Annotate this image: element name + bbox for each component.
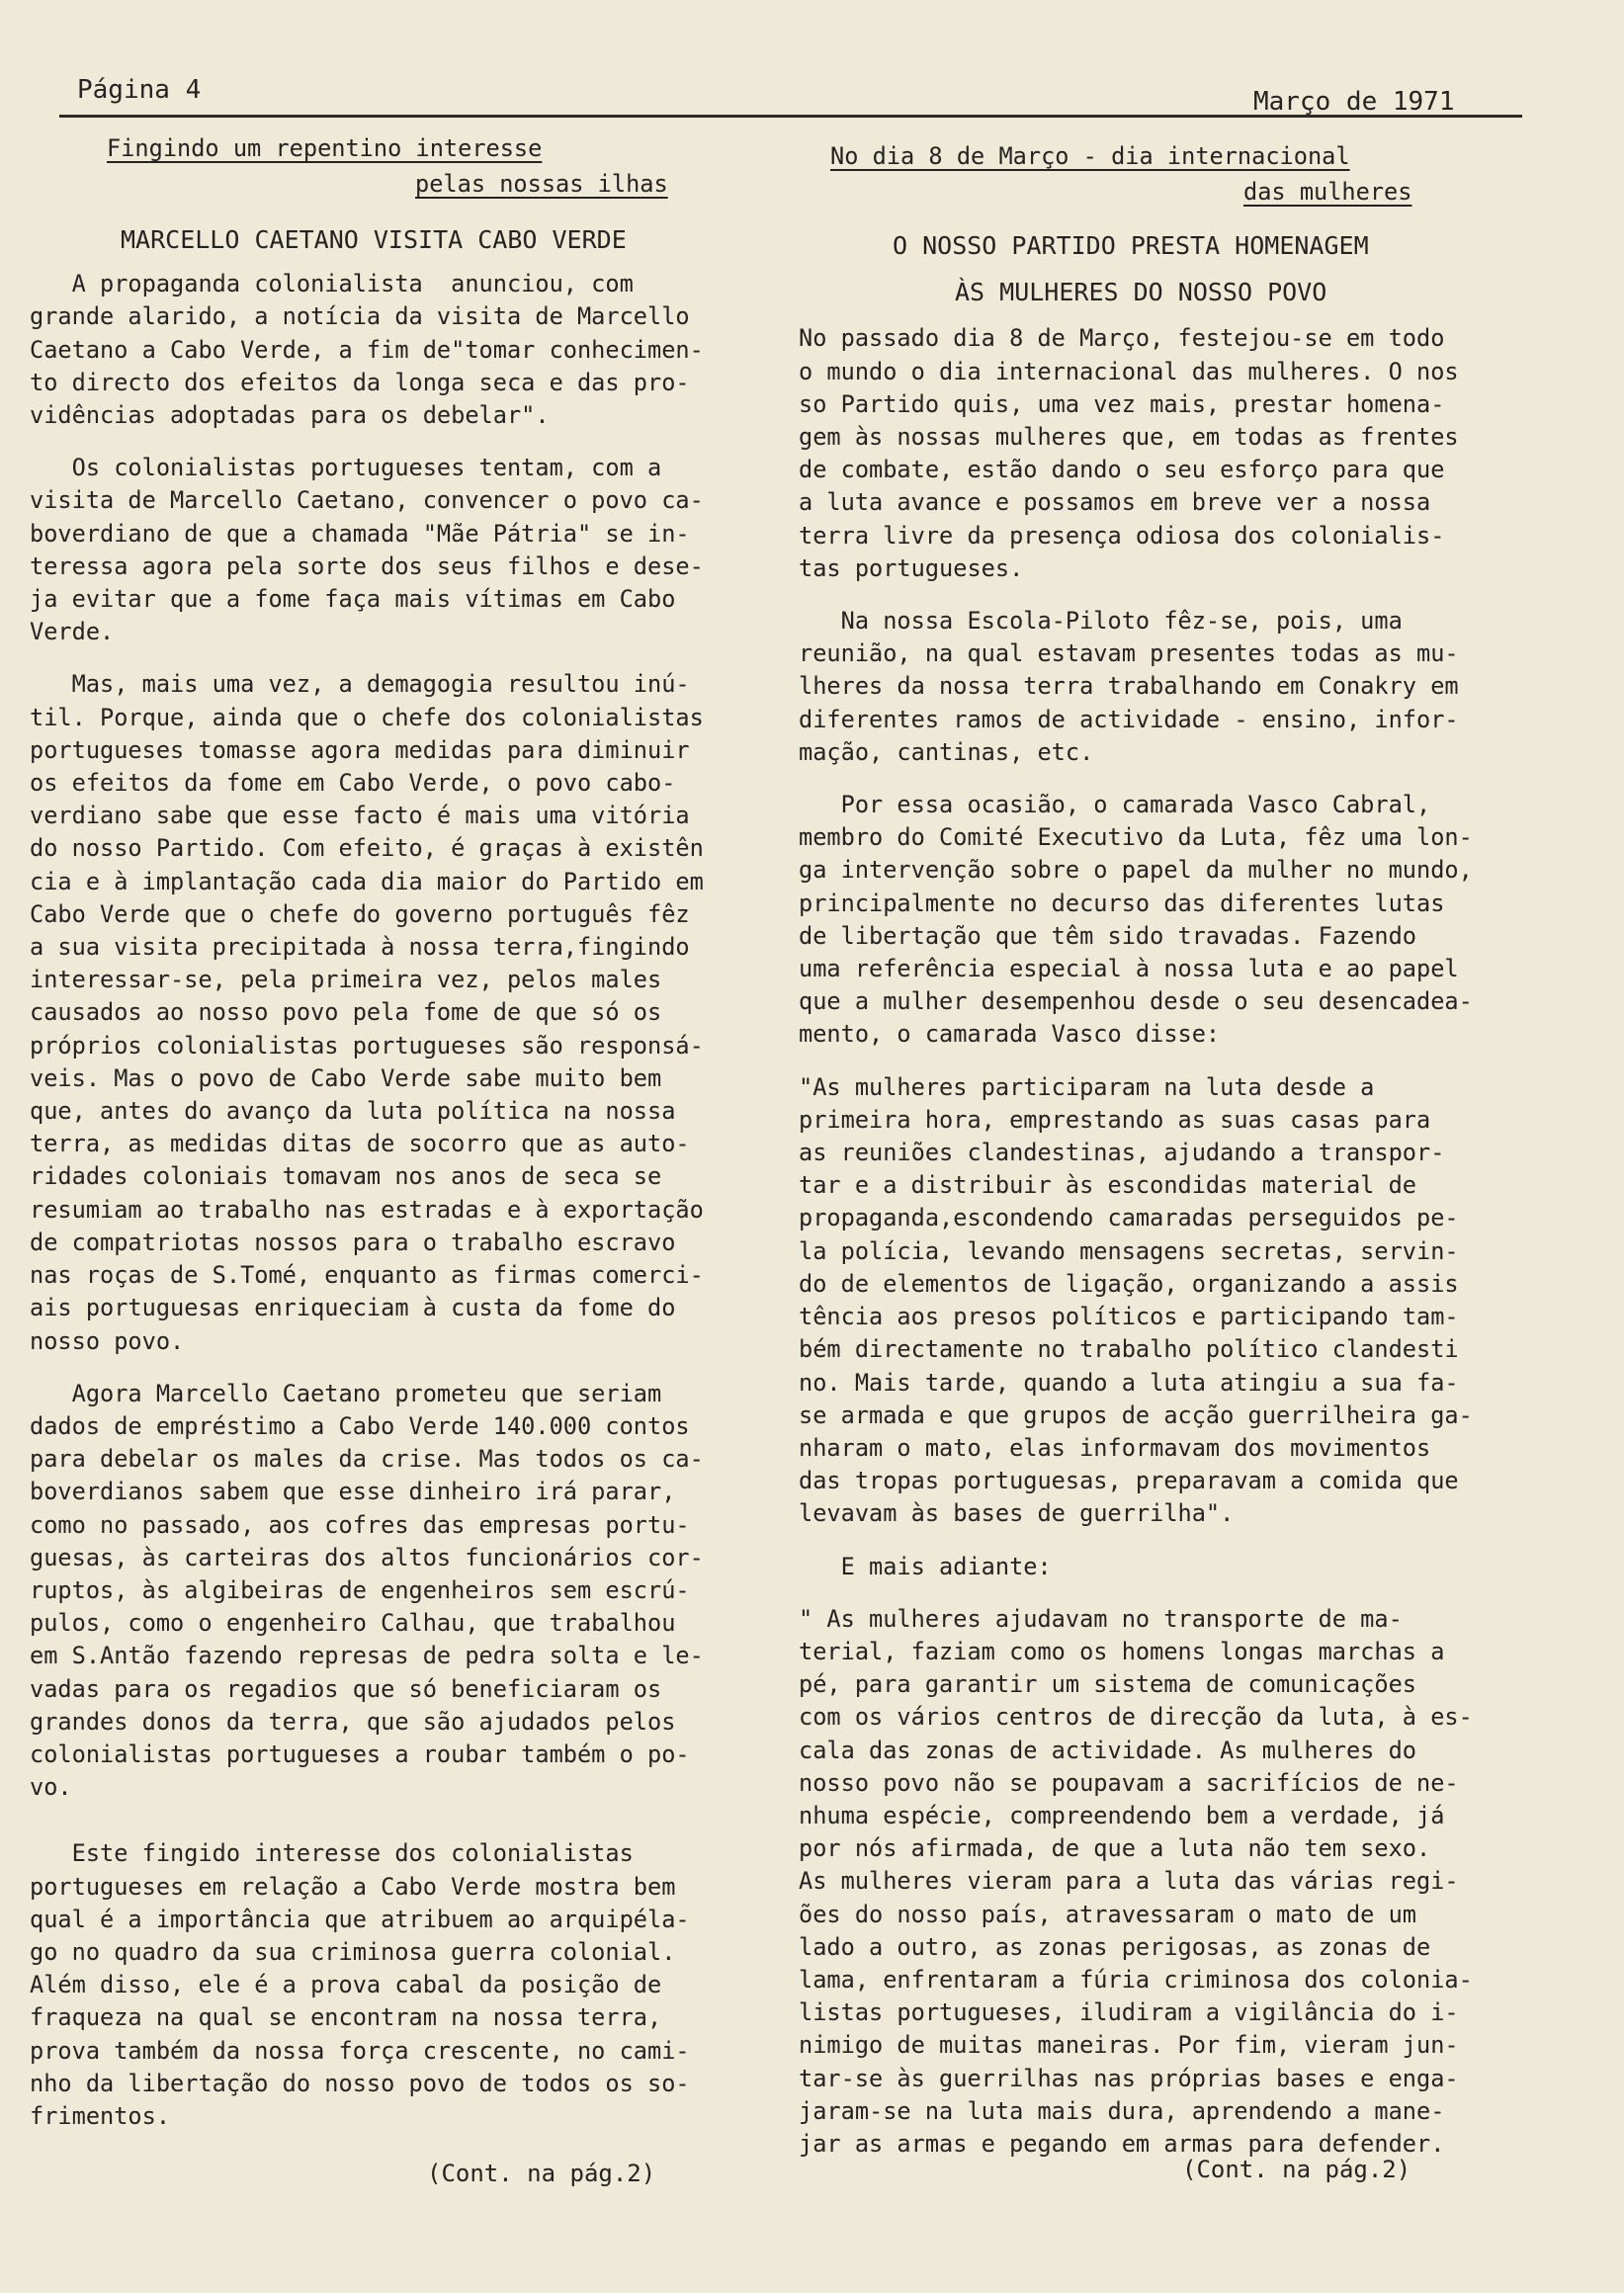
text-line: os efeitos da fome em Cabo Verde, o povo cabo- xyxy=(30,769,676,798)
text-line: dados de empréstimo a Cabo Verde 140.000 contos xyxy=(30,1411,690,1440)
article-paragraph xyxy=(799,605,1535,769)
text-line: bém directamente no trabalho político clandesti xyxy=(799,1335,1459,1364)
text-line: Cabo Verde que o chefe do governo português fêz xyxy=(30,899,690,928)
text-line: nhuma espécie, compreendendo bem a verdade, já xyxy=(799,1801,1445,1829)
text-line: lado a outro, as zonas perigosas, as zonas de xyxy=(799,1932,1431,1961)
text-line: Por essa ocasião, o camarada Vasco Cabral, xyxy=(799,791,1431,819)
text-line: lama, enfrentaram a fúria criminosa dos colonia- xyxy=(799,1965,1473,1994)
text-line: lheres da nossa terra trabalhando em Conakry em xyxy=(799,672,1459,701)
text-line: a luta avance e possamos em breve ver a nossa xyxy=(799,488,1431,517)
text-line: como no passado, aos cofres das empresas portu- xyxy=(30,1510,690,1539)
text-line: terra, as medidas ditas de socorro que as auto- xyxy=(30,1130,690,1158)
text-line: tar e a distribuir às escondidas material de xyxy=(799,1171,1417,1200)
text-line: visita de Marcello Caetano, convencer o povo ca- xyxy=(30,486,704,515)
text-line: ais portuguesas enriqueciam à custa da fome do xyxy=(30,1294,676,1322)
right-kicker-line-2: das mulheres xyxy=(1243,178,1412,206)
text-line: teressa agora pela sorte dos seus filhos e dese- xyxy=(30,552,704,580)
text-line: ruptos, às algibeiras de engenheiros sem escrú- xyxy=(30,1575,690,1604)
text-line: o mundo o dia internacional das mulheres. O nos xyxy=(799,357,1459,385)
text-line: em S.Antão fazendo represas de pedra solta e le- xyxy=(30,1642,704,1670)
text-line: próprios colonialistas portugueses são responsá- xyxy=(30,1031,704,1060)
text-line: primeira hora, emprestando as suas casas para xyxy=(799,1105,1431,1134)
text-line: resumiam ao trabalho nas estradas e à exportação xyxy=(30,1195,704,1224)
text-line: mento, o camarada Vasco disse: xyxy=(799,1020,1221,1049)
text-line: vidências adoptadas para os debelar". xyxy=(30,401,550,430)
text-line: " As mulheres ajudavam no transporte de ma- xyxy=(799,1604,1403,1633)
text-line: grandes donos da terra, que são ajudados pelos xyxy=(30,1707,676,1736)
right-headline-line-2: ÀS MULHERES DO NOSSO POVO xyxy=(955,278,1327,307)
text-line: terra livre da presença odiosa dos colonialis- xyxy=(799,521,1445,550)
left-article-body xyxy=(30,268,769,2133)
article-paragraph xyxy=(799,322,1535,585)
text-line: Agora Marcello Caetano prometeu que seriam xyxy=(30,1379,662,1407)
text-line: mação, cantinas, etc. xyxy=(799,737,1094,766)
text-line: para debelar os males da crise. Mas todos os ca- xyxy=(30,1445,704,1474)
text-line: portugueses tomasse agora medidas para diminuir xyxy=(30,735,690,764)
text-line: vadas para os regadios que só beneficiaram os xyxy=(30,1674,662,1703)
text-line: a sua visita precipitada à nossa terra,fingindo xyxy=(30,933,690,962)
text-line: qual é a importância que atribuem ao arquipéla- xyxy=(30,1905,690,1933)
right-continued-note: (Cont. na pág.2) xyxy=(1182,2156,1411,2183)
left-headline: MARCELLO CAETANO VISITA CABO VERDE xyxy=(121,225,627,254)
text-line: fraqueza na qual se encontram na nossa terra, xyxy=(30,2003,662,2032)
text-line: nosso povo não se poupavam a sacrifícios de ne- xyxy=(799,1768,1459,1797)
text-line: No passado dia 8 de Março, festejou-se em todo xyxy=(799,324,1445,353)
text-line: A propaganda colonialista anunciou, com xyxy=(30,270,634,298)
text-line: tas portugueses. xyxy=(799,553,1024,582)
text-line: cala das zonas de actividade. As mulheres do xyxy=(799,1736,1417,1764)
text-line: to directo dos efeitos da longa seca e das pro- xyxy=(30,368,690,396)
text-line: Caetano a Cabo Verde, a fim de"tomar conhecimen- xyxy=(30,335,704,364)
text-line: cia e à implantação cada dia maior do Partido em xyxy=(30,867,704,895)
text-line: tar-se às guerrilhas nas próprias bases e enga- xyxy=(799,2064,1459,2092)
text-line: do nosso Partido. Com efeito, é graças à existên xyxy=(30,834,704,863)
article-paragraph xyxy=(799,1551,1535,1583)
text-line: das tropas portuguesas, preparavam a comida que xyxy=(799,1467,1459,1495)
text-line: Verde. xyxy=(30,618,115,646)
article-paragraph xyxy=(799,1603,1535,2161)
right-headline-line-1: O NOSSO PARTIDO PRESTA HOMENAGEM xyxy=(893,231,1369,260)
text-line: veis. Mas o povo de Cabo Verde sabe muito bem xyxy=(30,1063,662,1092)
right-kicker-line-1: No dia 8 de Março - dia internacional xyxy=(830,142,1350,170)
text-line: ridades coloniais tomavam nos anos de seca se xyxy=(30,1162,662,1191)
text-line: de combate, estão dando o seu esforço para que xyxy=(799,456,1445,484)
text-line: as reuniões clandestinas, ajudando a transpor- xyxy=(799,1139,1445,1167)
text-line: levavam às bases de guerrilha". xyxy=(799,1499,1235,1528)
text-line: guesas, às carteiras dos altos funcionários cor- xyxy=(30,1543,704,1571)
text-line: interessar-se, pela primeira vez, pelos males xyxy=(30,966,662,994)
text-line: boverdiano de que a chamada "Mãe Pátria" se in- xyxy=(30,519,690,548)
left-kicker-line-2: pelas nossas ilhas xyxy=(415,170,668,198)
text-line: nho da libertação do nosso povo de todos os so- xyxy=(30,2069,690,2097)
header-rule xyxy=(59,115,1522,118)
text-line: so Partido quis, uma vez mais, prestar homena- xyxy=(799,389,1445,418)
text-line: uma referência especial à nossa luta e ao papel xyxy=(799,955,1459,983)
text-line: gem às nossas mulheres que, em todas as frentes xyxy=(799,423,1459,452)
text-line: pulos, como o engenheiro Calhau, que trabalhou xyxy=(30,1609,676,1638)
text-line: causados ao nosso povo pela fome de que só os xyxy=(30,998,662,1027)
text-line: pé, para garantir um sistema de comunicações xyxy=(799,1670,1417,1699)
text-line: grande alarido, a notícia da visita de Marcello xyxy=(30,302,690,331)
text-line xyxy=(30,1824,769,1837)
text-line: nimigo de muitas maneiras. Por fim, vieram jun- xyxy=(799,2031,1459,2060)
text-line: se armada e que grupos de acção guerrilheira ga- xyxy=(799,1401,1473,1429)
text-line: principalmente no decurso das diferentes lutas xyxy=(799,889,1445,917)
text-line: de libertação que têm sido travadas. Fazendo xyxy=(799,921,1417,950)
right-column-article xyxy=(799,138,1535,2180)
text-line: jaram-se na luta mais dura, aprendendo a mane- xyxy=(799,2096,1445,2125)
text-line: reunião, na qual estavam presentes todas as mu- xyxy=(799,639,1459,668)
text-line: de compatriotas nossos para o trabalho escravo xyxy=(30,1228,676,1256)
text-line: til. Porque, ainda que o chefe dos colonialistas xyxy=(30,703,704,731)
text-line: nharam o mato, elas informavam dos movimentos xyxy=(799,1433,1431,1462)
page-number: Página 4 xyxy=(77,75,202,105)
text-line: diferentes ramos de actividade - ensino, infor- xyxy=(799,705,1459,733)
article-paragraph xyxy=(799,789,1535,1052)
text-line: Este fingido interesse dos colonialistas xyxy=(30,1839,634,1868)
text-line: vo. xyxy=(30,1773,72,1802)
text-line: listas portugueses, iludiram a vigilância do i- xyxy=(799,1998,1459,2027)
text-line: terial, faziam como os homens longas marchas a xyxy=(799,1637,1445,1665)
text-line: verdiano sabe que esse facto é mais uma vitória xyxy=(30,802,690,830)
text-line: boverdianos sabem que esse dinheiro irá parar, xyxy=(30,1478,676,1506)
text-line: ões do nosso país, atravessaram o mato de um xyxy=(799,1900,1417,1928)
text-line: portugueses em relação a Cabo Verde mostra bem xyxy=(30,1872,676,1901)
text-line: Além disso, ele é a prova cabal da posição de xyxy=(30,1971,662,1999)
text-line: membro do Comité Executivo da Luta, fêz uma lon- xyxy=(799,823,1473,852)
text-line: Mas, mais uma vez, a demagogia resultou inú- xyxy=(30,670,690,699)
text-line: nosso povo. xyxy=(30,1326,185,1355)
text-line: que, antes do avanço da luta política na nossa xyxy=(30,1097,676,1126)
text-line: E mais adiante: xyxy=(799,1552,1052,1580)
text-line: prova também da nossa força crescente, no cami- xyxy=(30,2036,690,2065)
text-line: jar as armas e pegando em armas para defender. xyxy=(799,2129,1445,2158)
text-line: no. Mais tarde, quando a luta atingiu a sua fa- xyxy=(799,1368,1459,1397)
text-line: go no quadro da sua criminosa guerra colonial. xyxy=(30,1937,676,1966)
text-line: ja evitar que a fome faça mais vítimas em Cabo xyxy=(30,585,676,614)
text-line: com os vários centros de direcção da luta, à es- xyxy=(799,1703,1473,1732)
text-line: que a mulher desempenhou desde o seu desencadea- xyxy=(799,987,1473,1016)
issue-date: Março de 1971 xyxy=(1253,87,1455,117)
left-kicker-line-1: Fingindo um repentino interesse xyxy=(107,134,543,162)
left-column-article xyxy=(30,130,769,2153)
text-line: tência aos presos políticos e participando tam- xyxy=(799,1303,1459,1331)
article-paragraph xyxy=(30,668,769,1357)
article-paragraph xyxy=(30,1824,769,2133)
text-line: do de elementos de ligação, organizando a assis xyxy=(799,1269,1459,1298)
text-line: Na nossa Escola-Piloto fêz-se, pois, uma xyxy=(799,607,1403,636)
text-line: frimentos. xyxy=(30,2101,171,2130)
text-line: Os colonialistas portugueses tentam, com a xyxy=(30,454,662,482)
right-article-body xyxy=(799,322,1535,2161)
text-line: la polícia, levando mensagens secretas, servin- xyxy=(799,1236,1459,1265)
text-line: "As mulheres participaram na luta desde a xyxy=(799,1072,1375,1101)
text-line: colonialistas portugueses a roubar também o po- xyxy=(30,1740,690,1768)
text-line: propaganda,escondendo camaradas perseguidos pe- xyxy=(799,1204,1459,1232)
text-line: nas roças de S.Tomé, enquanto as firmas comerci- xyxy=(30,1261,704,1290)
text-line: ga intervenção sobre o papel da mulher no mundo, xyxy=(799,856,1473,885)
article-paragraph xyxy=(30,1378,769,1805)
text-line: As mulheres vieram para a luta das várias regi- xyxy=(799,1867,1459,1896)
article-paragraph xyxy=(799,1071,1535,1531)
text-line: por nós afirmada, de que a luta não tem sexo. xyxy=(799,1834,1431,1863)
article-paragraph xyxy=(30,452,769,648)
article-paragraph xyxy=(30,268,769,432)
left-continued-note: (Cont. na pág.2) xyxy=(427,2160,656,2187)
